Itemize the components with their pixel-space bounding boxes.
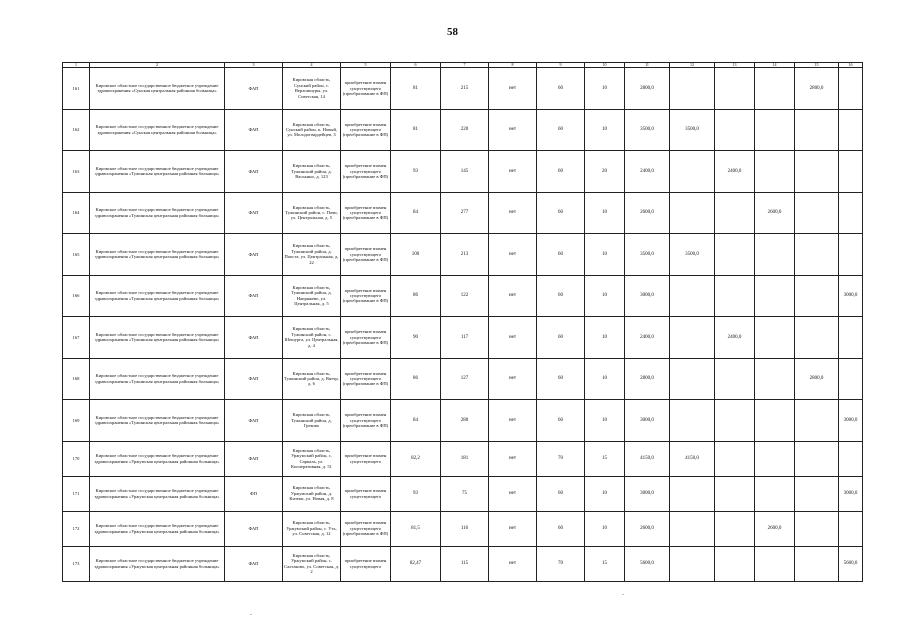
row-number: 171	[63, 476, 90, 511]
area-value: 81,5	[391, 511, 441, 546]
cost-year-3	[755, 358, 795, 400]
facility-type: ФАП	[225, 511, 283, 546]
address: Кировская область, Сунский район, п. Новый, ул. Молодогвардейцев, 3	[283, 109, 341, 151]
population-served: 220	[441, 109, 489, 151]
cost-year-2	[715, 400, 755, 442]
organization-name: Кировское областное государственное бюджетное учреждение здравоохранения «Тужинская центральная районная больница»	[90, 151, 225, 193]
population-served: 145	[441, 151, 489, 193]
staff-count: 60	[537, 68, 585, 110]
column-number: 14	[755, 63, 795, 68]
work-type: приобретение взамен существующего	[341, 476, 391, 511]
area-value: 81	[391, 109, 441, 151]
row-number: 169	[63, 400, 90, 442]
existing-building: нет	[489, 546, 537, 581]
facility-type: ФАП	[225, 192, 283, 234]
total-cost: 3500,0	[625, 234, 670, 276]
page-number: 58	[447, 26, 458, 38]
existing-building: нет	[489, 400, 537, 442]
cost-year-3	[755, 234, 795, 276]
area-value: 81	[391, 68, 441, 110]
column-number: 2	[90, 63, 225, 68]
cost-year-5	[839, 358, 863, 400]
facility-type: ФАП	[225, 275, 283, 317]
row-number: 172	[63, 511, 90, 546]
organization-name: Кировское областное государственное бюджетное учреждение здравоохранения «Тужинская центральная районная больница»	[90, 358, 225, 400]
population-served: 181	[441, 441, 489, 476]
cost-year-5	[839, 511, 863, 546]
cost-year-1: 3500,0	[670, 109, 715, 151]
cost-year-3	[755, 546, 795, 581]
column-number: 11	[625, 63, 670, 68]
total-cost: 2400,0	[625, 151, 670, 193]
address: Кировская область, Тужинский район, д. Греково	[283, 400, 341, 442]
organization-name: Кировское областное государственное бюджетное учреждение здравоохранения «Уржумская центральная районная больница»	[90, 546, 225, 581]
staff-count: 60	[537, 317, 585, 359]
area-value: 84	[391, 400, 441, 442]
cost-year-5	[839, 441, 863, 476]
cost-year-2	[715, 275, 755, 317]
distance-value: 10	[585, 358, 625, 400]
area-value: 90	[391, 317, 441, 359]
table-row	[63, 317, 863, 359]
total-cost: 3000,0	[625, 275, 670, 317]
cost-year-2: 2400,0	[715, 151, 755, 193]
column-number: 7	[441, 63, 489, 68]
cost-year-4	[795, 546, 839, 581]
existing-building: нет	[489, 358, 537, 400]
work-type: приобретение взамен существующего (преобразование в ФП)	[341, 511, 391, 546]
cost-year-2	[715, 68, 755, 110]
organization-name: Кировское областное государственное бюджетное учреждение здравоохранения «Уржумская центральная районная больница»	[90, 441, 225, 476]
cost-year-2	[715, 511, 755, 546]
area-value: 82,2	[391, 441, 441, 476]
column-number: 5	[341, 63, 391, 68]
column-number: 6	[391, 63, 441, 68]
staff-count: 60	[537, 192, 585, 234]
distance-value: 10	[585, 476, 625, 511]
staff-count: 70	[537, 546, 585, 581]
population-served: 75	[441, 476, 489, 511]
cost-year-4	[795, 476, 839, 511]
cost-year-1	[670, 275, 715, 317]
address: Кировская область, Тужинский район, д. Вятчр, д. 6	[283, 358, 341, 400]
staff-count: 60	[537, 275, 585, 317]
address: Кировская область, Уржумский район, с. Саркаль, ул. Кооперативная, д. 51	[283, 441, 341, 476]
facility-type: ФАП	[225, 358, 283, 400]
cost-year-5: 3000,0	[839, 476, 863, 511]
population-served: 213	[441, 234, 489, 276]
organization-name: Кировское областное государственное бюджетное учреждение здравоохранения «Тужинская центральная районная больница»	[90, 234, 225, 276]
cost-year-4	[795, 317, 839, 359]
row-number: 164	[63, 192, 90, 234]
facility-type: ФАП	[225, 109, 283, 151]
table-row	[63, 546, 863, 581]
work-type: приобретение взамен существующего	[341, 441, 391, 476]
cost-year-1: 4150,0	[670, 441, 715, 476]
cost-year-5	[839, 234, 863, 276]
cost-year-1	[670, 317, 715, 359]
cost-year-3: 2600,0	[755, 511, 795, 546]
address: Кировская область, Тужинский район, с. Пачи, ул. Центральная, д. 5	[283, 192, 341, 234]
column-number: 10	[585, 63, 625, 68]
cost-year-1	[670, 192, 715, 234]
cost-year-3	[755, 109, 795, 151]
cost-year-1	[670, 358, 715, 400]
cost-year-5: 3000,0	[839, 275, 863, 317]
table-row	[63, 151, 863, 193]
cost-year-4	[795, 151, 839, 193]
work-type: приобретение взамен существующего (преобразование в ФП)	[341, 192, 391, 234]
facility-type: ФАП	[225, 441, 283, 476]
distance-value: 20	[585, 151, 625, 193]
table-row	[63, 68, 863, 110]
organization-name: Кировское областное государственное бюджетное учреждение здравоохранения «Уржумская центральная районная больница»	[90, 511, 225, 546]
cost-year-4: 2800,0	[795, 358, 839, 400]
table-row	[63, 441, 863, 476]
address: Кировская область, Уржумский район, д. Кизеки, ул. Новая, д. 8	[283, 476, 341, 511]
organization-name: Кировское областное государственное бюджетное учреждение здравоохранения «Уржумская центральная районная больница»	[90, 476, 225, 511]
facility-type: ФАП	[225, 400, 283, 442]
cost-year-3	[755, 441, 795, 476]
staff-count: 60	[537, 400, 585, 442]
cost-year-3	[755, 400, 795, 442]
existing-building: нет	[489, 234, 537, 276]
cost-year-5	[839, 109, 863, 151]
table-row	[63, 192, 863, 234]
staff-count: 60	[537, 151, 585, 193]
distance-value: 10	[585, 275, 625, 317]
cost-year-5	[839, 317, 863, 359]
cost-year-1	[670, 546, 715, 581]
column-number: 1	[63, 63, 90, 68]
area-value: 93	[391, 151, 441, 193]
column-number: 8	[489, 63, 537, 68]
total-cost: 2400,0	[625, 317, 670, 359]
column-number: 3	[225, 63, 283, 68]
total-cost: 2800,0	[625, 358, 670, 400]
cost-year-4	[795, 511, 839, 546]
population-served: 277	[441, 192, 489, 234]
existing-building: нет	[489, 192, 537, 234]
organization-name: Кировское областное государственное бюджетное учреждение здравоохранения «Сунская центральная районная больница»	[90, 68, 225, 110]
address: Кировская область, Тужинский район, д. Васькино, д. 123	[283, 151, 341, 193]
distance-value: 15	[585, 441, 625, 476]
cost-year-3	[755, 151, 795, 193]
facility-type: ФП	[225, 476, 283, 511]
cost-year-3	[755, 275, 795, 317]
staff-count: 70	[537, 441, 585, 476]
cost-year-3: 2600,0	[755, 192, 795, 234]
cost-year-2	[715, 358, 755, 400]
row-number: 168	[63, 358, 90, 400]
area-value: 82,47	[391, 546, 441, 581]
existing-building: нет	[489, 275, 537, 317]
column-number: 16	[839, 63, 863, 68]
distance-value: 10	[585, 234, 625, 276]
address: Кировская область, Уржумский район, с. Уть, ул. Советская, д. 12	[283, 511, 341, 546]
table-row	[63, 476, 863, 511]
total-cost: 3500,0	[625, 109, 670, 151]
cost-year-4	[795, 275, 839, 317]
cost-year-2	[715, 476, 755, 511]
cost-year-5: 5600,0	[839, 546, 863, 581]
column-number: 9	[537, 63, 585, 68]
row-number: 167	[63, 317, 90, 359]
work-type: приобретение взамен существующего (преобразование в ФП)	[341, 109, 391, 151]
cost-year-4	[795, 192, 839, 234]
distance-value: 10	[585, 109, 625, 151]
cost-year-2	[715, 546, 755, 581]
population-served: 127	[441, 358, 489, 400]
row-number: 166	[63, 275, 90, 317]
facility-type: ФАП	[225, 546, 283, 581]
cost-year-4: 2800,0	[795, 68, 839, 110]
cost-year-1	[670, 400, 715, 442]
total-cost: 2800,0	[625, 68, 670, 110]
population-served: 280	[441, 400, 489, 442]
staff-count: 60	[537, 358, 585, 400]
population-served: 116	[441, 511, 489, 546]
distance-value: 10	[585, 511, 625, 546]
existing-building: нет	[489, 68, 537, 110]
organization-name: Кировское областное государственное бюджетное учреждение здравоохранения «Тужинская центральная районная больница»	[90, 275, 225, 317]
organization-name: Кировское областное государственное бюджетное учреждение здравоохранения «Тужинская центральная районная больница»	[90, 400, 225, 442]
existing-building: нет	[489, 317, 537, 359]
existing-building: нет	[489, 109, 537, 151]
column-number: 4	[283, 63, 341, 68]
total-cost: 3000,0	[625, 400, 670, 442]
cost-year-3	[755, 317, 795, 359]
table-row	[63, 358, 863, 400]
facilities-table	[62, 62, 863, 582]
cost-year-2	[715, 441, 755, 476]
cost-year-2	[715, 109, 755, 151]
column-number: 15	[795, 63, 839, 68]
address: Кировская область, Сунский район, с. Верхоишуры, ул. Советская, 14	[283, 68, 341, 110]
total-cost: 2600,0	[625, 511, 670, 546]
table-row	[63, 400, 863, 442]
cost-year-4	[795, 109, 839, 151]
area-value: 86	[391, 358, 441, 400]
total-cost: 5600,0	[625, 546, 670, 581]
cost-year-5	[839, 68, 863, 110]
row-number: 163	[63, 151, 90, 193]
facility-type: ФАП	[225, 317, 283, 359]
table-row	[63, 275, 863, 317]
facility-type: ФАП	[225, 151, 283, 193]
row-number: 165	[63, 234, 90, 276]
staff-count: 60	[537, 476, 585, 511]
cost-year-1	[670, 511, 715, 546]
cost-year-1	[670, 68, 715, 110]
staff-count: 60	[537, 109, 585, 151]
cost-year-5	[839, 192, 863, 234]
cost-year-4	[795, 234, 839, 276]
cost-year-2	[715, 234, 755, 276]
organization-name: Кировское областное государственное бюджетное учреждение здравоохранения «Тужинская центральная районная больница»	[90, 317, 225, 359]
area-value: 86	[391, 275, 441, 317]
organization-name: Кировское областное государственное бюджетное учреждение здравоохранения «Сунская центральная районная больница»	[90, 109, 225, 151]
cost-year-2	[715, 192, 755, 234]
population-served: 215	[441, 68, 489, 110]
cost-year-4	[795, 400, 839, 442]
facility-type: ФАП	[225, 234, 283, 276]
table-row	[63, 109, 863, 151]
facility-type: ФАП	[225, 68, 283, 110]
work-type: приобретение взамен существующего (преобразование в ФП)	[341, 358, 391, 400]
existing-building: нет	[489, 441, 537, 476]
table-row	[63, 511, 863, 546]
cost-year-3	[755, 476, 795, 511]
distance-value: 10	[585, 400, 625, 442]
area-value: 93	[391, 476, 441, 511]
population-served: 122	[441, 275, 489, 317]
staff-count: 60	[537, 234, 585, 276]
existing-building: нет	[489, 476, 537, 511]
work-type: приобретение взамен существующего (преобразование в ФП)	[341, 400, 391, 442]
work-type: приобретение взамен существующего (преобразование в ФП)	[341, 317, 391, 359]
column-number: 13	[715, 63, 755, 68]
scan-mark: .	[250, 608, 252, 617]
work-type: приобретение взамен существующего (преобразование в ФП)	[341, 68, 391, 110]
population-served: 117	[441, 317, 489, 359]
organization-name: Кировское областное государственное бюджетное учреждение здравоохранения «Тужинская центральная районная больница»	[90, 192, 225, 234]
address: Кировская область, Уржумский район, с. Салтаково, ул. Советская, д. 2	[283, 546, 341, 581]
work-type: приобретение взамен существующего (преобразование в ФП)	[341, 234, 391, 276]
address: Кировская область, Тужинский район, с. Шешурга, ул. Центральная, д. 4	[283, 317, 341, 359]
cost-year-5	[839, 151, 863, 193]
work-type: приобретение взамен существующего (преобразование в ФП)	[341, 151, 391, 193]
row-number: 170	[63, 441, 90, 476]
distance-value: 10	[585, 68, 625, 110]
row-number: 161	[63, 68, 90, 110]
staff-count: 60	[537, 511, 585, 546]
row-number: 162	[63, 109, 90, 151]
distance-value: 15	[585, 546, 625, 581]
distance-value: 10	[585, 317, 625, 359]
distance-value: 10	[585, 192, 625, 234]
address: Кировская область, Тужинский район, д. Покста, ул. Центральная, д. 22	[283, 234, 341, 276]
existing-building: нет	[489, 511, 537, 546]
total-cost: 4150,0	[625, 441, 670, 476]
cost-year-2: 2400,0	[715, 317, 755, 359]
scan-mark: .	[622, 588, 624, 597]
table-row	[63, 234, 863, 276]
cost-year-1	[670, 151, 715, 193]
column-number: 12	[670, 63, 715, 68]
row-number: 173	[63, 546, 90, 581]
cost-year-1	[670, 476, 715, 511]
cost-year-3	[755, 68, 795, 110]
cost-year-4	[795, 441, 839, 476]
work-type: приобретение взамен существующего	[341, 546, 391, 581]
area-value: 84	[391, 192, 441, 234]
cost-year-5: 3000,0	[839, 400, 863, 442]
total-cost: 2600,0	[625, 192, 670, 234]
population-served: 115	[441, 546, 489, 581]
area-value: 100	[391, 234, 441, 276]
work-type: приобретение взамен существующего (преобразование в ФП)	[341, 275, 391, 317]
total-cost: 3000,0	[625, 476, 670, 511]
cost-year-1: 3500,0	[670, 234, 715, 276]
address: Кировская область, Тужинский район, д. Напряжево, ул. Центральная, д. 5	[283, 275, 341, 317]
existing-building: нет	[489, 151, 537, 193]
